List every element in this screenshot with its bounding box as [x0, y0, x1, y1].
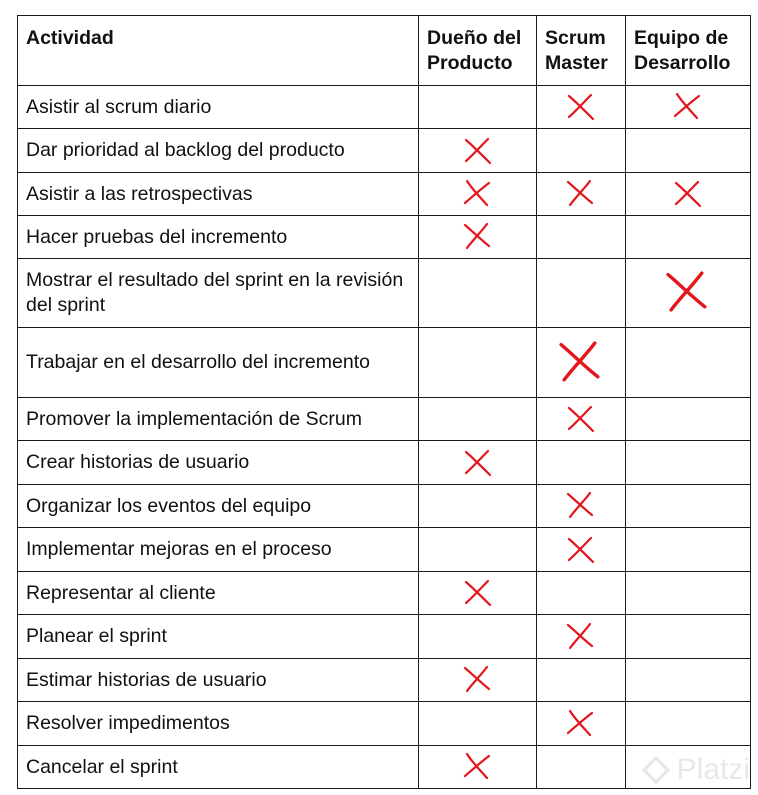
table-row: [18, 659, 751, 702]
po-cell: [419, 528, 537, 572]
x-mark-icon: [463, 179, 493, 209]
po-cell: [419, 259, 537, 328]
table-row: [18, 328, 751, 398]
dev-cell: [626, 173, 751, 216]
po-cell: [419, 216, 537, 259]
dev-cell: [626, 129, 751, 173]
po-cell: [419, 129, 537, 173]
activity-cell: Hacer pruebas del incremento: [18, 216, 419, 259]
po-cell: [419, 615, 537, 659]
watermark-text: Platzi: [676, 753, 750, 786]
table-row: [18, 572, 751, 615]
sm-cell: [537, 259, 626, 328]
po-cell: [419, 398, 537, 441]
activity-cell: Crear historias de usuario: [18, 441, 419, 485]
dev-cell: [626, 328, 751, 398]
dev-cell: [626, 659, 751, 702]
table-body: [18, 86, 751, 789]
sm-cell: [537, 129, 626, 173]
po-cell: [419, 702, 537, 746]
sm-cell: [537, 173, 626, 216]
x-mark-icon: [673, 179, 703, 209]
activity-cell: Mostrar el resultado del sprint en la revisión del sprint: [18, 259, 419, 328]
activity-cell: Resolver impedimentos: [18, 702, 419, 746]
header-row: [18, 16, 751, 86]
activity-cell: Estimar historias de usuario: [18, 659, 419, 702]
x-mark-icon: [665, 270, 711, 316]
po-cell: [419, 173, 537, 216]
x-mark-icon: [566, 622, 596, 652]
po-cell: [419, 441, 537, 485]
sm-cell: [537, 702, 626, 746]
dev-cell: [626, 398, 751, 441]
x-mark-icon: [463, 578, 493, 608]
x-mark-icon: [566, 709, 596, 739]
header-activity: Actividad: [18, 16, 419, 86]
table-row: [18, 398, 751, 441]
dev-cell: [626, 702, 751, 746]
dev-cell: [626, 86, 751, 129]
platzi-watermark: [641, 753, 750, 787]
x-mark-icon: [673, 92, 703, 122]
table-row: [18, 528, 751, 572]
activity-cell: Cancelar el sprint: [18, 746, 419, 789]
platzi-logo-icon: [641, 755, 671, 785]
sm-cell: [537, 572, 626, 615]
dev-cell: [626, 528, 751, 572]
table-row: [18, 86, 751, 129]
table-row: [18, 259, 751, 328]
sm-cell: [537, 485, 626, 528]
x-mark-icon: [463, 448, 493, 478]
dev-cell: [626, 441, 751, 485]
sm-cell: [537, 528, 626, 572]
x-mark-icon: [463, 222, 493, 252]
dev-cell: [626, 216, 751, 259]
activity-cell: Representar al cliente: [18, 572, 419, 615]
table-row: [18, 702, 751, 746]
sm-cell: [537, 398, 626, 441]
table-row: [18, 173, 751, 216]
po-cell: [419, 659, 537, 702]
activity-cell: Asistir a las retrospectivas: [18, 173, 419, 216]
x-mark-icon: [463, 665, 493, 695]
header-dev-team: Equipo de Desarrollo: [626, 16, 751, 86]
table-row: [18, 216, 751, 259]
x-mark-icon: [566, 179, 596, 209]
activity-cell: Promover la implementación de Scrum: [18, 398, 419, 441]
sm-cell: [537, 86, 626, 129]
po-cell: [419, 485, 537, 528]
roles-table: [17, 15, 751, 789]
po-cell: [419, 86, 537, 129]
x-mark-icon: [463, 136, 493, 166]
dev-cell: [626, 572, 751, 615]
activity-cell: Asistir al scrum diario: [18, 86, 419, 129]
table-row: [18, 615, 751, 659]
header-product-owner: Dueño del Producto: [419, 16, 537, 86]
po-cell: [419, 746, 537, 789]
activity-cell: Dar prioridad al backlog del producto: [18, 129, 419, 173]
sm-cell: [537, 216, 626, 259]
activity-cell: Trabajar en el desarrollo del incremento: [18, 328, 419, 398]
sm-cell: [537, 441, 626, 485]
sm-cell: [537, 746, 626, 789]
activity-cell: Implementar mejoras en el proceso: [18, 528, 419, 572]
po-cell: [419, 328, 537, 398]
dev-cell: [626, 259, 751, 328]
dev-cell: [626, 485, 751, 528]
x-mark-icon: [566, 404, 596, 434]
po-cell: [419, 572, 537, 615]
activity-cell: Planear el sprint: [18, 615, 419, 659]
dev-cell: [626, 615, 751, 659]
header-scrum-master: Scrum Master: [537, 16, 626, 86]
x-mark-icon: [566, 491, 596, 521]
table-row: [18, 129, 751, 173]
sm-cell: [537, 328, 626, 398]
activity-cell: Organizar los eventos del equipo: [18, 485, 419, 528]
sm-cell: [537, 659, 626, 702]
table-row: [18, 485, 751, 528]
x-mark-icon: [558, 340, 604, 386]
x-mark-icon: [566, 92, 596, 122]
x-mark-icon: [566, 535, 596, 565]
table-row: [18, 441, 751, 485]
x-mark-icon: [463, 752, 493, 782]
sm-cell: [537, 615, 626, 659]
